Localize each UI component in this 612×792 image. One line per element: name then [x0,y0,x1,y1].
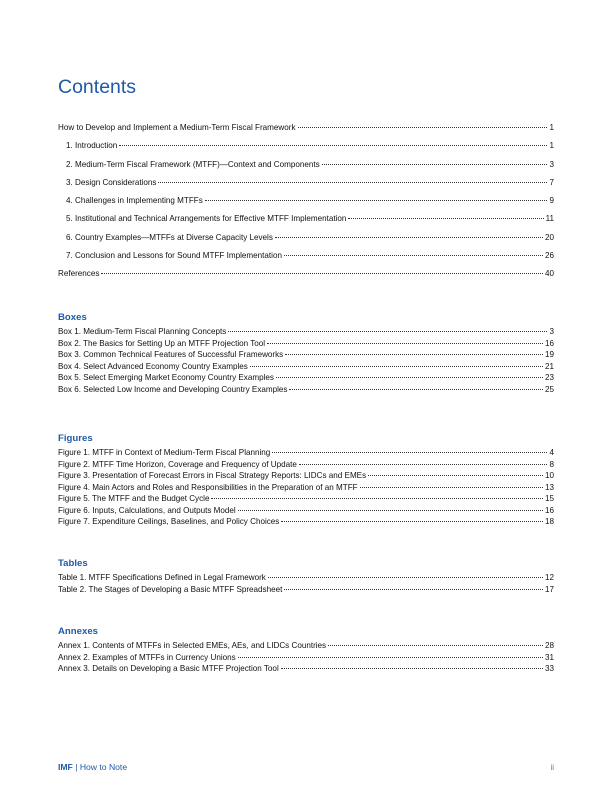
dot-leader [348,218,543,219]
toc-entry-page: 8 [549,459,554,469]
dot-leader [281,668,543,669]
toc-entry-label: Box 3. Common Technical Features of Successful Frameworks [58,350,284,359]
toc-entry-page: 11 [545,214,554,224]
toc-entry-section[interactable] [58,141,554,151]
footer-separator: | [75,762,78,772]
toc-entry-page: 12 [544,573,554,582]
toc-entry-label: Figure 7. Expenditure Ceilings, Baselines, and Policy Choices [58,517,280,526]
dot-leader [360,487,543,488]
dot-leader [250,366,543,367]
dot-leader [285,354,543,355]
toc-entry-page: 25 [544,384,554,394]
boxes-heading: Boxes [58,312,87,323]
dot-leader [211,498,543,499]
toc-entry-page: 1 [549,141,554,151]
dot-leader [289,389,543,390]
tables-heading: Tables [58,558,88,569]
toc-entry-table[interactable] [58,585,554,595]
toc-entry-section[interactable] [58,196,554,206]
dot-leader [101,273,543,274]
toc-entry-label: Box 5. Select Emerging Market Economy Country Examples [58,373,274,382]
toc-entry-figure[interactable] [58,460,554,470]
toc-entry-table[interactable] [58,573,554,583]
toc-entry-label: 3. Design Considerations [66,177,157,187]
toc-entry-label: Annex 2. Examples of MTFFs in Currency Unions [58,652,236,662]
toc-entry-box[interactable] [58,339,554,349]
toc-entry-label: Figure 2. MTFF Time Horizon, Coverage and Frequency of Update [58,459,297,469]
toc-entry-label: 4. Challenges in Implementing MTFFs [66,196,203,205]
dot-leader [298,127,548,128]
toc-entry-main[interactable] [58,123,554,133]
footer-series-name: How to Note [79,762,128,772]
dot-leader [238,657,543,658]
tables-list [58,558,554,596]
toc-entry-page: 16 [544,505,554,515]
dot-leader [284,255,543,256]
toc-entry-page: 26 [544,250,554,260]
dot-leader [272,452,547,453]
dot-leader [299,464,548,465]
toc-entry-annex[interactable] [58,641,554,651]
dot-leader [158,182,547,183]
toc-entry-label: Figure 4. Main Actors and Roles and Responsibilities in the Preparation of an MTFF [58,482,358,492]
toc-entry-page: 10 [544,471,554,480]
toc-entry-figure[interactable] [58,483,554,493]
page-title: Contents [58,76,137,98]
toc-entry-page: 40 [544,269,554,278]
toc-entry-section[interactable] [58,233,554,243]
page-number: ii [550,763,554,772]
dot-leader [276,377,543,378]
toc-entry-box[interactable] [58,362,554,372]
toc-entry-page: 33 [544,664,554,673]
toc-entry-label: Box 2. The Basics for Setting Up an MTFF Projection Tool [58,338,266,348]
toc-entry-section[interactable] [58,178,554,188]
toc-entry-label: Annex 1. Contents of MTFFs in Selected EMEs, AEs, and LIDCs Countries [58,641,327,650]
toc-entry-label: Box 4. Select Advanced Economy Country Examples [58,361,248,371]
toc-entry-section[interactable] [58,160,554,170]
toc-entry-section[interactable] [58,251,554,261]
toc-entry-label: How to Develop and Implement a Medium-Term Fiscal Framework [58,123,296,132]
dot-leader [238,510,543,511]
toc-entry-label: 7. Conclusion and Lessons for Sound MTFF Implementation [66,250,282,260]
dot-leader [328,645,543,646]
annexes-list [58,626,554,676]
toc-entry-page: 20 [544,232,554,242]
dot-leader [267,343,543,344]
toc-entry-label: Box 6. Selected Low Income and Developing Country Examples [58,384,288,394]
dot-leader [284,589,543,590]
toc-entry-label: Table 2. The Stages of Developing a Basic MTFF Spreadsheet [58,584,283,594]
toc-entry-page: 21 [544,361,554,371]
toc-entry-page: 23 [544,373,554,382]
toc-entry-page: 9 [549,196,554,205]
toc-entry-page: 17 [544,584,554,594]
toc-entry-figure[interactable] [58,517,554,527]
boxes-list [58,312,554,396]
dot-leader [228,331,547,332]
main-contents-list [58,123,554,287]
toc-entry-page: 3 [549,159,554,169]
dot-leader [368,475,543,476]
toc-entry-box[interactable] [58,385,554,395]
toc-entry-section[interactable] [58,214,554,224]
toc-entry-box[interactable] [58,350,554,360]
dot-leader [281,521,543,522]
toc-entry-box[interactable] [58,327,554,337]
toc-entry-page: 16 [544,338,554,348]
toc-entry-page: 13 [544,482,554,492]
imf-logo-text: IMF [58,762,73,772]
toc-entry-label: Figure 6. Inputs, Calculations, and Outputs Model [58,505,236,515]
toc-entry-box[interactable] [58,373,554,383]
toc-entry-label: Figure 3. Presentation of Forecast Errors in Fiscal Strategy Reports: LIDCs and EMEs [58,471,367,480]
toc-entry-figure[interactable] [58,494,554,504]
toc-entry-annex[interactable] [58,653,554,663]
toc-entry-label: 6. Country Examples—MTFFs at Diverse Capacity Levels [66,232,273,242]
toc-entry-label: Table 1. MTFF Specifications Defined in Legal Framework [58,573,266,582]
toc-entry-annex[interactable] [58,664,554,674]
toc-entry-page: 18 [544,517,554,526]
toc-entry-page: 1 [549,123,554,132]
toc-entry-figure[interactable] [58,471,554,481]
toc-entry-page: 19 [544,350,554,359]
dot-leader [268,577,543,578]
toc-entry-figure[interactable] [58,506,554,516]
footer [58,762,127,772]
toc-entry-page: 3 [549,327,554,336]
toc-entry-page: 7 [549,177,554,187]
toc-entry-label: 5. Institutional and Technical Arrangements for Effective MTFF Implementation [66,214,347,224]
dot-leader [322,164,548,165]
toc-entry-label: Annex 3. Details on Developing a Basic MTFF Projection Tool [58,664,279,673]
toc-entry-label: 1. Introduction [66,141,118,151]
toc-entry-figure[interactable] [58,448,554,458]
toc-entry-page: 28 [544,641,554,650]
dot-leader [205,200,548,201]
toc-entry-label: Figure 1. MTFF in Context of Medium-Term Fiscal Planning [58,448,271,457]
toc-entry-references[interactable] [58,269,554,279]
annexes-heading: Annexes [58,626,98,637]
toc-entry-page: 15 [544,494,554,503]
toc-entry-page: 4 [549,448,554,457]
dot-leader [119,145,547,146]
toc-entry-label: Box 1. Medium-Term Fiscal Planning Concepts [58,327,227,336]
toc-entry-label: References [58,269,100,278]
toc-entry-page: 31 [544,652,554,662]
dot-leader [275,237,543,238]
toc-entry-label: 2. Medium-Term Fiscal Framework (MTFF)—Context and Components [66,159,320,169]
figures-list [58,433,554,529]
figures-heading: Figures [58,433,93,444]
toc-entry-label: Figure 5. The MTFF and the Budget Cycle [58,494,210,503]
